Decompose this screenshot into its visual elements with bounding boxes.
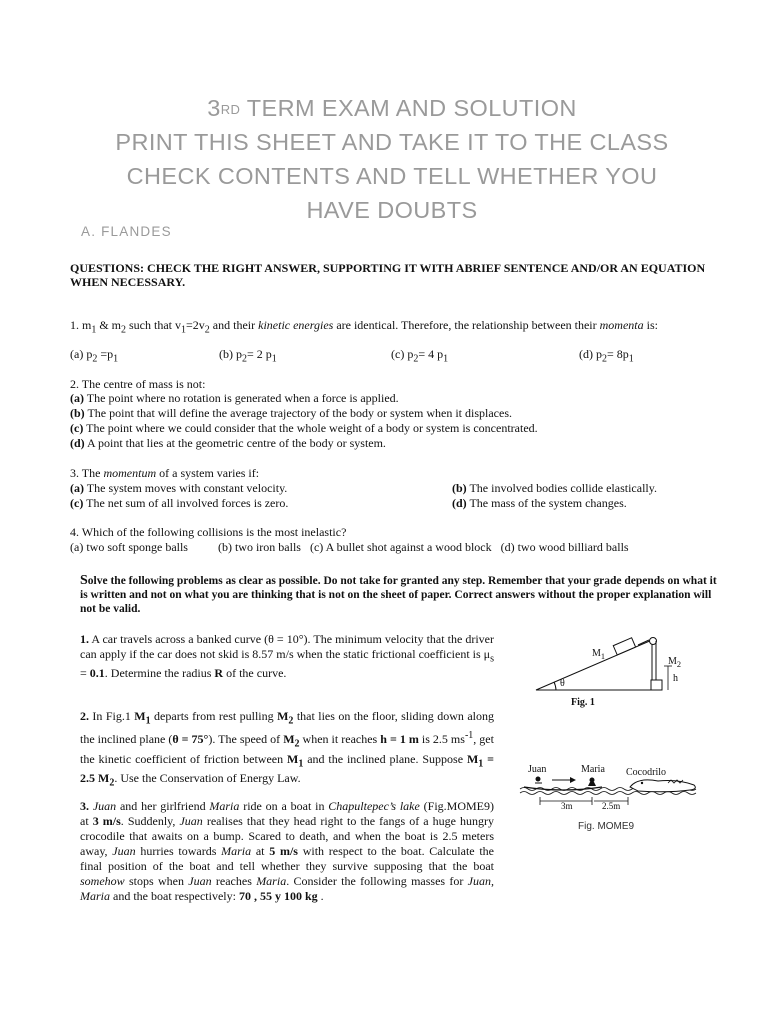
title-line-1: 3RD TERM EXAM AND SOLUTION [207, 95, 577, 121]
fig2-label-2-5m: 2.5m [602, 801, 621, 811]
question-1-stem: 1. $m_1$ & $m_2$ such that $v_1=2v_2$ and their kinetic energies are identical. Therefore, the relationship between their momenta is: [70, 318, 658, 336]
question-2-option-a: (a) The point where no rotation is generated when a force is applied. [70, 391, 399, 405]
block-m1 [613, 638, 635, 655]
question-4-stem: 4. Which of the following collisions is the most inelastic? [70, 525, 347, 539]
instructions: QUESTIONS: CHECK THE RIGHT ANSWER, SUPPORTING IT WITH ABRIEF SENTENCE AND/OR AN EQUATION WHEN NECESSARY. [70, 261, 706, 289]
fig1-label-m1: $M_1$ [592, 648, 606, 661]
question-3-option-a: (a) The system moves with constant velocity. [70, 481, 288, 495]
fig2-label-juan: Juan [528, 764, 547, 775]
problem-3: 3. Juan and her girlfriend Maria ride on a boat in Chapultepec’s lake (Fig.MOME9) at 3 m/s. Suddenly, Juan realises that they head right to the fangs of a huge hungry crocodile that awaits on a bump. Scared to death, and when the boat is 2.5 meters away, Juan hurries towards Maria at 5 m/s with respect to the boat. Calculate the final position of the boat and tell whether they survive supposing that the boat somehow stops when Juan reaches Maria. Consider the following masses for Juan, Maria and the boat respectively: 70 , 55 y 100 kg . [80, 799, 495, 903]
pulley [650, 638, 657, 645]
question-3-option-d: (d) The mass of the system changes. [452, 496, 627, 510]
question-1-option-c: (c) $p_2= 4$ $p_1$ [391, 347, 449, 365]
question-3-option-c: (c) The net sum of all involved forces is zero. [70, 496, 289, 510]
figure-boat-crocodile [518, 763, 708, 813]
fig1-label-theta: θ [560, 678, 565, 689]
title-line-3: CHECK CONTENTS AND TELL WHETHER YOU [126, 163, 658, 189]
question-2-option-b: (b) The point that will define the average trajectory of the body or system when it displaces. [70, 406, 512, 420]
problem-1: 1. A car travels across a banked curve (θ = 10°). The minimum velocity that the driver can apply if the car does not skid is 8.57 m/s when the static frictional coefficient is $\mu_s = 0.1$. Determine the radius R of the curve. [80, 632, 495, 681]
figure-maria-head [590, 778, 595, 783]
fig2-label-3m: 3m [561, 801, 573, 811]
question-3-stem: 3. The momentum of a system varies if: [70, 466, 260, 480]
fig2-label-crocodile: Cocodrilo [626, 767, 666, 778]
fig2-caption: Fig. MOME9 [578, 821, 635, 832]
figure-maria [588, 782, 596, 786]
question-1-option-b: (b) $p_2= 2$ $p_1$ [219, 347, 277, 365]
arrow-icon [570, 777, 576, 783]
question-4-options: (a) two soft sponge balls (b) two iron balls (c) A bullet shot against a wood block (d) two wood billiard balls [70, 540, 629, 554]
figure-juan-head [536, 777, 541, 782]
question-1-option-d: (d) $p_2= 8p_1$ [579, 347, 634, 365]
question-2-stem: 2. The centre of mass is not: [70, 377, 206, 391]
title-line-4: HAVE DOUBTS [306, 197, 478, 223]
block-m2 [651, 680, 662, 690]
fig1-label-m2: $M_2$ [668, 656, 682, 669]
figure-inclined-plane [528, 628, 698, 708]
fig1-label-h: h [673, 673, 678, 684]
fig1-caption: Fig. 1 [571, 697, 595, 708]
solve-instructions: Solve the following problems as clear as possible. Do not take for granted any step. Remember that your grade depends on what it is written and not on what you are thinking that is not on the sheet of paper. Correct answers without the proper explanation will not be valid. [80, 573, 717, 615]
fig2-label-maria: Maria [581, 764, 605, 775]
question-2-option-c: (c) The point where we could consider that the whole weight of a body or system is concentrated. [70, 421, 538, 435]
angle-arc [554, 682, 556, 690]
question-3-option-b: (b) The involved bodies collide elastically. [452, 481, 657, 495]
crocodile-icon [630, 780, 695, 792]
question-2-option-d: (d) A point that lies at the geometric centre of the body or system. [70, 436, 386, 450]
author: A. FLANDES [81, 224, 172, 239]
title-line-2: PRINT THIS SHEET AND TAKE IT TO THE CLASS [115, 129, 669, 155]
problem-2: 2. In Fig.1 $M_1$ departs from rest pulling $M_2$ that lies on the floor, sliding down along the inclined plane (θ = 75°). The speed of $M_2$ when it reaches h = 1 m is 2.5 $ms^{-1}$, get the kinetic coefficient of friction between $M_1$ and the inclined plane. Suppose $M_1 = 2.5$ $M_2$. Use the Conservation of Energy Law. [80, 709, 494, 789]
question-1-option-a: (a) $p_2 =p_1$ [70, 347, 119, 365]
page-title [60, 91, 724, 227]
